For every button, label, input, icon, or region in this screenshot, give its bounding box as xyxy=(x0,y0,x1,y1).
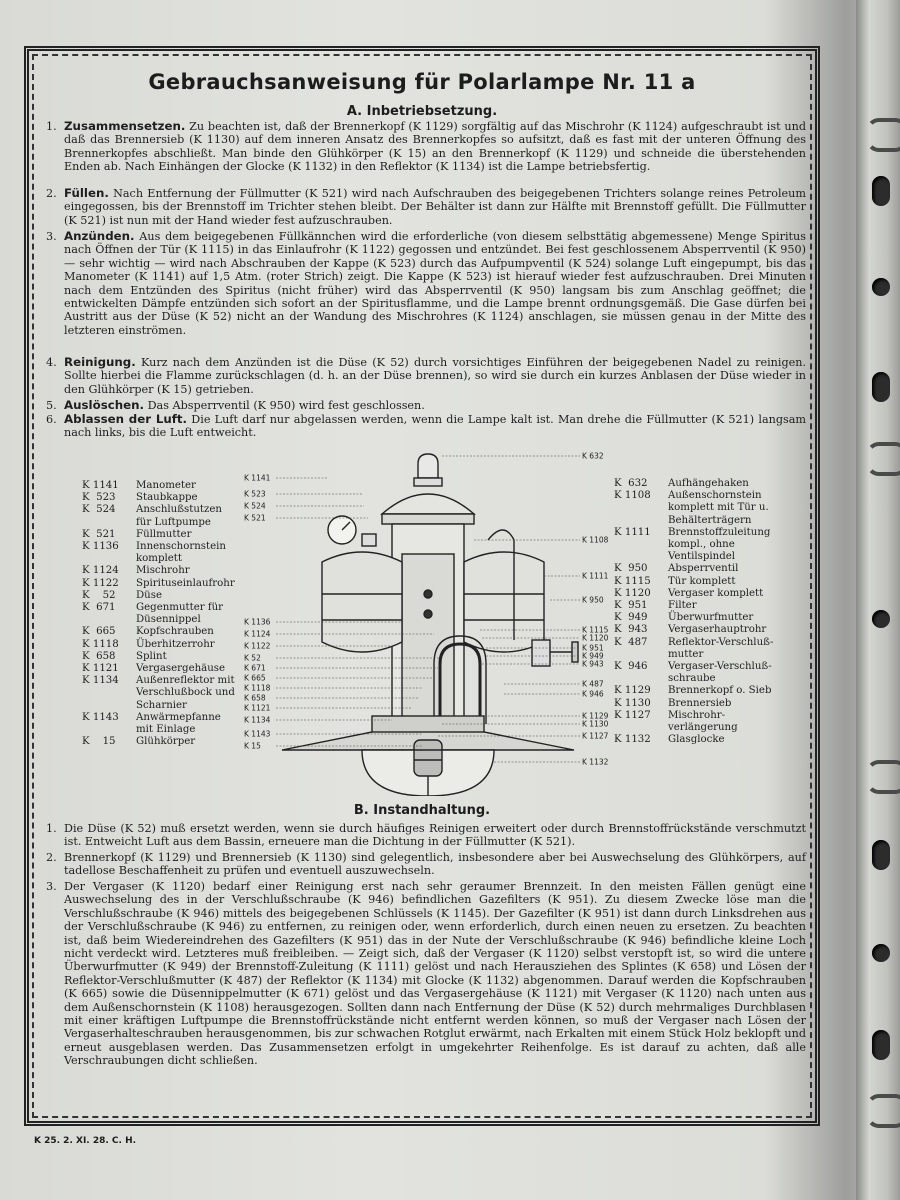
right-tank xyxy=(464,552,544,652)
diagram-label: K 1127 xyxy=(582,731,609,741)
legend-code: K 1124 xyxy=(82,565,119,577)
diagram-label: K 1132 xyxy=(582,757,609,767)
punch-hole xyxy=(872,1030,890,1060)
legend-code: K 1122 xyxy=(82,577,119,589)
step-a-3: 3. Anzünden. Aus dem beigegebenen Füllkännchen wird die erforderliche (von diesem selbsttätig abgemessene) Menge Spiritus nach Öffnen der Tür (K 1115) in das Einlaufrohr (K 1122) gegossen und entzündet. Bei fest geschlossenem Absperrventil (K 950) — sehr wichtig — wird nach Abschrauben der Kappe (K 523) durch das Aufpumpventil (K 524) solange Luft eingepumpt, bis das Manometer (K 1141) auf 1,5 Atm. (roter Strich) zeigt. Die Kappe (K 523) ist hierauf wieder fest aufzuschrauben. Drei Minuten nach dem Entzünden des Spiritus (nicht früher) wird das Absperrventil (K 950) langsam bis zum Anschlag geöffnet; die entwickelten Dämpfe entzünden sich sofort an der Spiritusflamme, und die Lampe brennt ordnungsgemäß. Die Gase dürfen bei Austritt aus der Düse (K 52) nicht an der Wandung des Mischrohres (K 1124) anschlagen, sie müssen genau in der Mitte des letzteren einströmen. xyxy=(46,229,807,337)
diagram-label: K 1134 xyxy=(244,715,271,725)
legend-left xyxy=(82,480,240,748)
step-heading: Auslöschen. xyxy=(64,398,144,412)
hook-base xyxy=(414,478,442,486)
step-a-2: 2. Füllen. Nach Entfernung der Füllmutter (K 521) wird nach Aufschrauben des beigegebenen Trichters solange reines Petroleum eingegossen, bis der Brennstoff im Trichter stehen bleibt. Der Behälter ist dann zur Hälfte mit Brennstoff gefüllt. Die Füllmutter (K 521) ist nun mit der Hand wieder fest aufzuschrauben. xyxy=(46,186,806,227)
legend-row xyxy=(82,712,240,736)
binder-ring xyxy=(866,442,900,476)
legend-code: K 15 xyxy=(82,736,116,748)
legend-code: K 1129 xyxy=(614,685,651,697)
diagram-label: K 1130 xyxy=(582,719,609,729)
legend-code: K 1136 xyxy=(82,541,119,553)
legend-row xyxy=(82,480,240,492)
diagram-label: K 950 xyxy=(582,595,604,605)
legend-code: K 950 xyxy=(614,563,648,575)
step-a-5: 5. Auslöschen. Das Absperrventil (K 950) wird fest geschlossen. xyxy=(46,398,425,412)
legend-row xyxy=(614,600,784,612)
diagram-label: K 1111 xyxy=(582,571,609,581)
diagram-label: K 951 xyxy=(582,643,604,653)
diagram-label: K 671 xyxy=(244,663,266,673)
legend-description: Anschlußstutzen für Luftpumpe xyxy=(136,504,222,528)
punch-hole xyxy=(872,840,890,870)
legend-code: K 523 xyxy=(82,492,116,504)
legend-row xyxy=(82,626,240,638)
diagram-label: K 521 xyxy=(244,513,266,523)
legend-code: K 487 xyxy=(614,636,648,648)
legend-row xyxy=(82,541,240,565)
legend-row xyxy=(82,590,240,602)
punch-hole xyxy=(872,944,890,962)
legend-code: K 1121 xyxy=(82,663,119,675)
legend-description: Absperrventil xyxy=(668,563,739,575)
punch-hole xyxy=(872,372,890,402)
legend-description: Überhitzerrohr xyxy=(136,638,215,650)
diagram-label: K 524 xyxy=(244,501,266,511)
diagram-label: K 487 xyxy=(582,679,604,689)
legend-code: K 1111 xyxy=(614,526,651,538)
legend-row xyxy=(614,710,784,734)
step-text: Die Düse (K 52) muß ersetzt werden, wenn sie durch häufiges Reinigen erweitert oder durch Brennstoffrückstände verschmutzt ist. Entweicht Luft aus dem Bassin, erneuere man die Dichtung in der Füllmutter (K 521). xyxy=(64,822,806,849)
instruction-sheet xyxy=(24,46,820,1146)
legend-row xyxy=(614,576,784,588)
diagram-label: K 943 xyxy=(582,659,604,669)
legend-row xyxy=(82,565,240,577)
section-b-heading: B. Instandhaltung. xyxy=(353,803,491,818)
step-b-2: 2. Brennerkopf (K 1129) und Brennersieb (K 1130) sind gelegentlich, insbesondere aber bei Auswechselung des Glühkörpers, auf tadellose Beschaffenheit zu prüfen und eventuell auszuwechseln. xyxy=(46,851,806,878)
diagram-label: K 665 xyxy=(244,673,266,683)
legend-row xyxy=(614,698,784,710)
legend-description: Tür komplett xyxy=(668,575,736,587)
binder-ring xyxy=(866,118,900,152)
step-heading: Zusammensetzen. xyxy=(64,119,186,133)
punch-hole xyxy=(872,278,890,296)
left-tank xyxy=(322,552,402,652)
section-a-heading: A. Inbetriebsetzung. xyxy=(346,104,498,119)
legend-code: K 943 xyxy=(614,624,648,636)
legend-row xyxy=(614,685,784,697)
legend-code: K 951 xyxy=(614,600,648,612)
legend-description: Filter xyxy=(668,600,697,612)
legend-code: K 1141 xyxy=(82,480,119,491)
legend-code: K 1130 xyxy=(614,697,651,709)
diagram-label: K 1115 xyxy=(582,625,609,635)
legend-description: Düse xyxy=(136,589,162,601)
lamp-drawing xyxy=(282,454,578,796)
top-dome xyxy=(382,494,474,514)
legend-row xyxy=(82,663,240,675)
legend-row xyxy=(614,612,784,624)
legend-row xyxy=(82,578,240,590)
legend-code: K 1132 xyxy=(614,734,651,746)
mantle-drawing xyxy=(414,740,442,776)
diagram-label: K 15 xyxy=(244,741,261,751)
print-code: K 25. 2. XI. 28. C. H. xyxy=(34,1136,137,1146)
legend-description: Vergaserhauptrohr xyxy=(668,624,767,636)
legend-description: Füllmutter xyxy=(136,528,192,540)
step-text: Der Vergaser (K 1120) bedarf einer Reinigung erst nach sehr geraumer Brennzeit. In den meisten Fällen genügt eine Auswechselung des in der Verschlußschraube (K 946) befindlichen Gazefilters (K 951). Zu diesem Zwecke löse man die Verschlußschraube (K 946) mittels des beigegebenen Schlüssels (K 1145). Der Gazefilter (K 951) ist dann durch Linksdrehen aus der Verschlußschraube (K 946) zu entfernen, zu reinigen oder, wenn erforderlich, durch einen neuen zu ersetzen. Zu beachten ist, daß beim Wiedereindrehen des Gazefilters (K 951) das in der Nute der Verschlußschraube (K 946) befindliche kleine Loch nicht verdeckt wird. Letzteres muß freibleiben. — Zeigt sich, daß der Vergaser (K 1120) selbst verstopft ist, so wird die untere Überwurfmutter (K 949) der Brennstoff-Zuleitung (K 1111) gelöst und nach Herausziehen des Splintes (K 658) und Lösen der Reflektor-Verschlußmutter (K 487) der Reflektor (K 1134) mit Glocke (K 1132) abgenommen. Darauf werden die Kopfschrauben (K 665) sowie die Düsennippelmutter (K 671) gelöst und das Vergasergehäuse (K 1121) mit Vergaser (K 1120) nach unten aus dem Außenschornstein (K 1108) herausgezogen. Sollten dann nach Entfernung der Düse (K 52) durch mehrmaliges Durchblasen mit einer kräftigen Luftpumpe die Brennstoffrückstände nicht entfernt werden können, so muß der Vergaser nach Lösen der Vergaserhalteschrauben herausgenommen, bis zur schwachen Rotglut erwärmt, nach Erkalten mit einem Stück Holz beklopft und erneut ausgeblasen werden. Das Zusammensetzen erfolgt in umgekehrter Reihenfolge. Es ist darauf zu achten, daß alle Verschraubungen dicht schließen. xyxy=(64,880,806,1068)
diagram-label: K 1108 xyxy=(582,535,609,545)
legend-code: K 1118 xyxy=(82,638,119,650)
step-a-6: 6. Ablassen der Luft. Die Luft darf nur abgelassen werden, wenn die Lampe kalt ist. Man drehe die Füllmutter (K 521) langsam nach links, bis die Luft entweicht. xyxy=(46,412,806,440)
legend-code: K 632 xyxy=(614,478,648,489)
legend-code: K 946 xyxy=(614,661,648,673)
step-text: Nach Entfernung der Füllmutter (K 521) wird nach Aufschrauben des beigegebenen Trichters solange reines Petroleum eingegossen, bis der Brennstoff im Trichter stehen bleibt. Der Behälter ist dann zur Hälfte mit Brennstoff gefüllt. Die Füllmutter (K 521) ist nun mit der Hand wieder fest aufzuschrauben. xyxy=(64,187,806,227)
page-title: Gebrauchsanweisung für Polarlampe Nr. 11 a xyxy=(148,70,696,94)
binder-ring xyxy=(866,760,900,794)
legend-row xyxy=(614,661,784,685)
step-text: Kurz nach dem Anzünden ist die Düse (K 52) durch vorsichtiges Einführen der beigegebenen Nadel zu reinigen. Sollte hierbei die Flamme zurückschlagen (d. h. an der Düse brennen), so wird sie durch ein kurzes Anblasen der Düse wieder in den Glühkörper (K 15) getrieben. xyxy=(64,356,807,396)
lamp-diagram xyxy=(242,444,614,796)
legend-row xyxy=(614,490,784,527)
legend-row xyxy=(82,736,240,748)
legend-description: Mischrohr xyxy=(136,565,190,577)
step-text: Zu beachten ist, daß der Brennerkopf (K 1129) sorgfältig auf das Mischrohr (K 1124) aufgeschraubt ist und daß das Brennersieb (K 1130) auf dem inneren Ansatz des Brennerkopfes so aufsitzt, daß es fast mit der unteren Öffnung des Brennerkopfes abschließt. Man binde den Glühkörper (K 15) an den Brennerkopf (K 1129) und schneide die überstehenden Enden ab. Nach Einhängen der Glocke (K 1132) in den Reflektor (K 1134) ist die Lampe betriebsfertig. xyxy=(64,120,806,174)
legend-row xyxy=(82,492,240,504)
top-rim xyxy=(382,514,474,524)
legend-code: K 1120 xyxy=(614,587,651,599)
diagram-label: K 1120 xyxy=(582,633,609,643)
step-heading: Ablassen der Luft. xyxy=(64,412,188,426)
step-text: Aus dem beigegebenen Füllkännchen wird die erforderliche (von diesem selbsttätig abgemessene) Menge Spiritus nach Öffnen der Tür (K 1115) in das Einlaufrohr (K 1122) gegossen und entzündet. Bei fest geschlossenem Absperrventil (K 950) — sehr wichtig — wird nach Abschrauben der Kappe (K 523) durch das Aufpumpventil (K 524) solange Luft eingepumpt, bis das Manometer (K 1141) auf 1,5 Atm. (roter Strich) zeigt. Die Kappe (K 523) ist hierauf wieder fest aufzuschrauben. Drei Minuten nach dem Entzünden des Spiritus (nicht früher) wird das Absperrventil (K 950) langsam bis zum Anschlag geöffnet; die entwickelten Dämpfe entzünden sich sofort an der Spiritusflamme, und die Lampe brennt ordnungsgemäß. Die Gase dürfen bei Austritt aus der Düse (K 52) nicht an der Wandung des Mischrohres (K 1124) anschlagen, sie müssen genau in der Mitte des letzteren einströmen. xyxy=(64,230,807,337)
legend-row xyxy=(614,527,784,564)
legend-code: K 665 xyxy=(82,626,116,638)
diagram-label: K 658 xyxy=(244,693,266,703)
legend-row xyxy=(614,478,784,490)
legend-description: Reflektor-Verschlußmutter xyxy=(668,636,774,660)
legend-description: Außenschornstein komplett mit Tür u. Behälterträgern xyxy=(668,490,769,526)
legend-row xyxy=(614,588,784,600)
diagram-label: K 946 xyxy=(582,689,604,699)
legend-description: Überwurfmutter xyxy=(668,612,754,624)
diagram-label: K 1121 xyxy=(244,703,271,713)
diagram-label: K 1141 xyxy=(244,473,271,483)
diagram-label: K 523 xyxy=(244,489,266,499)
legend-code: K 658 xyxy=(82,650,116,662)
step-text: Die Luft darf nur abgelassen werden, wenn die Lampe kalt ist. Man drehe die Füllmutter (K 521) langsam nach links, bis die Luft entweicht. xyxy=(64,413,806,440)
legend-description: Mischrohrverlängerung xyxy=(668,709,738,734)
diagram-label: K 949 xyxy=(582,651,604,661)
legend-row xyxy=(82,639,240,651)
binder-spine xyxy=(856,0,900,1200)
diagram-label: K 52 xyxy=(244,653,261,663)
legend-description: Splint xyxy=(136,650,167,662)
legend-code: K 524 xyxy=(82,504,116,516)
legend-row xyxy=(614,734,784,746)
legend-description: Staubkappe xyxy=(136,492,198,504)
legend-description: Brennstoffzuleitung kompl., ohne Ventilspindel xyxy=(668,526,771,563)
legend-row xyxy=(614,637,784,661)
step-heading: Füllen. xyxy=(64,186,109,200)
step-heading: Reinigung. xyxy=(64,355,136,369)
step-text: Brennerkopf (K 1129) und Brennersieb (K 1130) sind gelegentlich, insbesondere aber bei Auswechselung des Glühkörpers, auf tadellose Beschaffenheit zu prüfen und eventuell auszuwechseln. xyxy=(64,851,806,878)
legend-description: Spirituseinlaufrohr xyxy=(136,577,235,589)
legend-description: Brennerkopf o. Sieb xyxy=(668,685,772,697)
legend-row xyxy=(82,675,240,712)
legend-row xyxy=(82,529,240,541)
binder-ring xyxy=(866,1094,900,1128)
hook-drawing xyxy=(418,454,438,478)
legend-description: Glasglocke xyxy=(668,734,725,746)
legend-code: K 1108 xyxy=(614,490,651,502)
punch-hole xyxy=(872,176,890,206)
step-a-1: 1. Zusammensetzen. Zu beachten ist, daß der Brennerkopf (K 1129) sorgfältig auf das Mischrohr (K 1124) aufgeschraubt ist und daß das Brennersieb (K 1130) auf dem inneren Ansatz des Brennerkopfes so aufsitzt, daß es fast mit der unteren Öffnung des Brennerkopfes abschließt. Man binde den Glühkörper (K 15) an den Brennerkopf (K 1129) und schneide die überstehenden Enden ab. Nach Einhängen der Glocke (K 1132) in den Reflektor (K 1134) ist die Lampe betriebsfertig. xyxy=(46,119,806,174)
legend-description: Vergaser komplett xyxy=(668,587,764,599)
step-b-1: 1. Die Düse (K 52) muß ersetzt werden, wenn sie durch häufiges Reinigen erweitert oder durch Brennstoffrückstände verschmutzt ist. Entweicht Luft aus dem Bassin, erneuere man die Dichtung in der Füllmutter (K 521). xyxy=(46,822,806,849)
legend-row xyxy=(614,563,784,575)
diagram-label: K 1118 xyxy=(244,683,271,693)
legend-code: K 671 xyxy=(82,602,116,614)
legend-right xyxy=(614,478,784,746)
legend-description: Innenschornstein komplett xyxy=(136,541,226,565)
legend-code: K 52 xyxy=(82,589,116,601)
diagram-label: K 1143 xyxy=(244,729,271,739)
legend-description: Aufhängehaken xyxy=(668,478,749,489)
step-heading: Anzünden. xyxy=(64,229,135,243)
legend-code: K 1143 xyxy=(82,711,119,723)
legend-description: Außenreflektor mit Verschlußbock und Scharnier xyxy=(136,675,235,711)
legend-description: Anwärmepfanne mit Einlage xyxy=(136,711,221,736)
legend-code: K 521 xyxy=(82,528,116,540)
legend-row xyxy=(82,504,240,528)
legend-description: Manometer xyxy=(136,480,196,491)
legend-code: K 949 xyxy=(614,612,648,624)
diagram-label: K 1136 xyxy=(244,617,271,627)
legend-code: K 1115 xyxy=(614,575,651,587)
legend-row xyxy=(82,602,240,626)
legend-row xyxy=(614,624,784,636)
diagram-label: K 632 xyxy=(582,451,604,461)
legend-description: Vergaser-Verschlußschraube xyxy=(668,661,772,685)
legend-description: Brennersieb xyxy=(668,697,732,709)
step-b-3: 3. Der Vergaser (K 1120) bedarf einer Reinigung erst nach sehr geraumer Brennzeit. In den meisten Fällen genügt eine Auswechselung des in der Verschlußschraube (K 946) befindlichen Gazefilters (K 951). Zu diesem Zwecke löse man die Verschlußschraube (K 946) mittels des beigegebenen Schlüssels (K 1145). Der Gazefilter (K 951) ist dann durch Linksdrehen aus der Verschlußschraube (K 946) zu entfernen, zu reinigen oder, wenn erforderlich, durch einen neuen zu ersetzen. Zu beachten ist, daß beim Wiedereindrehen des Gazefilters (K 951) das in der Nute der Verschlußschraube (K 946) befindliche kleine Loch nicht verdeckt wird. Letzteres muß freibleiben. — Zeigt sich, daß der Vergaser (K 1120) selbst verstopft ist, so wird die untere Überwurfmutter (K 949) der Brennstoff-Zuleitung (K 1111) gelöst und nach Herausziehen des Splintes (K 658) und Lösen der Reflektor-Verschlußmutter (K 487) der Reflektor (K 1134) mit Glocke (K 1132) abgenommen. Darauf werden die Kopfschrauben (K 665) sowie die Düsennippelmutter (K 671) gelöst und das Vergasergehäuse (K 1121) mit Vergaser (K 1120) nach unten aus dem Außenschornstein (K 1108) herausgezogen. Sollten dann nach Entfernung der Düse (K 52) durch mehrmaliges Durchblasen mit einer kräftigen Luftpumpe die Brennstoffrückstände nicht entfernt werden können, so muß der Vergaser nach Lösen der Vergaserhalteschrauben herausgenommen, bis zur schwachen Rotglut erwärmt, nach Erkalten mit einem Stück Holz beklopft und erneut ausgeblasen werden. Das Zusammensetzen erfolgt in umgekehrter Reihenfolge. Es ist darauf zu achten, daß alle Verschraubungen dicht schließen. xyxy=(46,880,806,1068)
legend-description: Gegenmutter für Düsennippel xyxy=(136,602,224,626)
step-text: Das Absperrventil (K 950) wird fest geschlossen. xyxy=(147,399,425,412)
legend-description: Kopfschrauben xyxy=(136,626,214,638)
diagram-label: K 1122 xyxy=(244,641,271,651)
legend-description: Glühkörper xyxy=(136,736,196,748)
legend-code: K 1134 xyxy=(82,675,119,687)
diagram-label: K 1129 xyxy=(582,711,609,721)
legend-code: K 1127 xyxy=(614,709,651,721)
diagram-label: K 1124 xyxy=(244,629,271,639)
legend-row xyxy=(82,651,240,663)
step-a-4: 4. Reinigung. Kurz nach dem Anzünden ist die Düse (K 52) durch vorsichtiges Einführen der beigegebenen Nadel zu reinigen. Sollte hierbei die Flamme zurückschlagen (d. h. an der Düse brennen), so wird sie durch ein kurzes Anblasen der Düse wieder in den Glühkörper (K 15) getrieben. xyxy=(46,355,807,396)
valve-drawing xyxy=(532,640,550,666)
legend-description: Vergasergehäuse xyxy=(136,663,226,675)
punch-hole xyxy=(872,610,890,628)
